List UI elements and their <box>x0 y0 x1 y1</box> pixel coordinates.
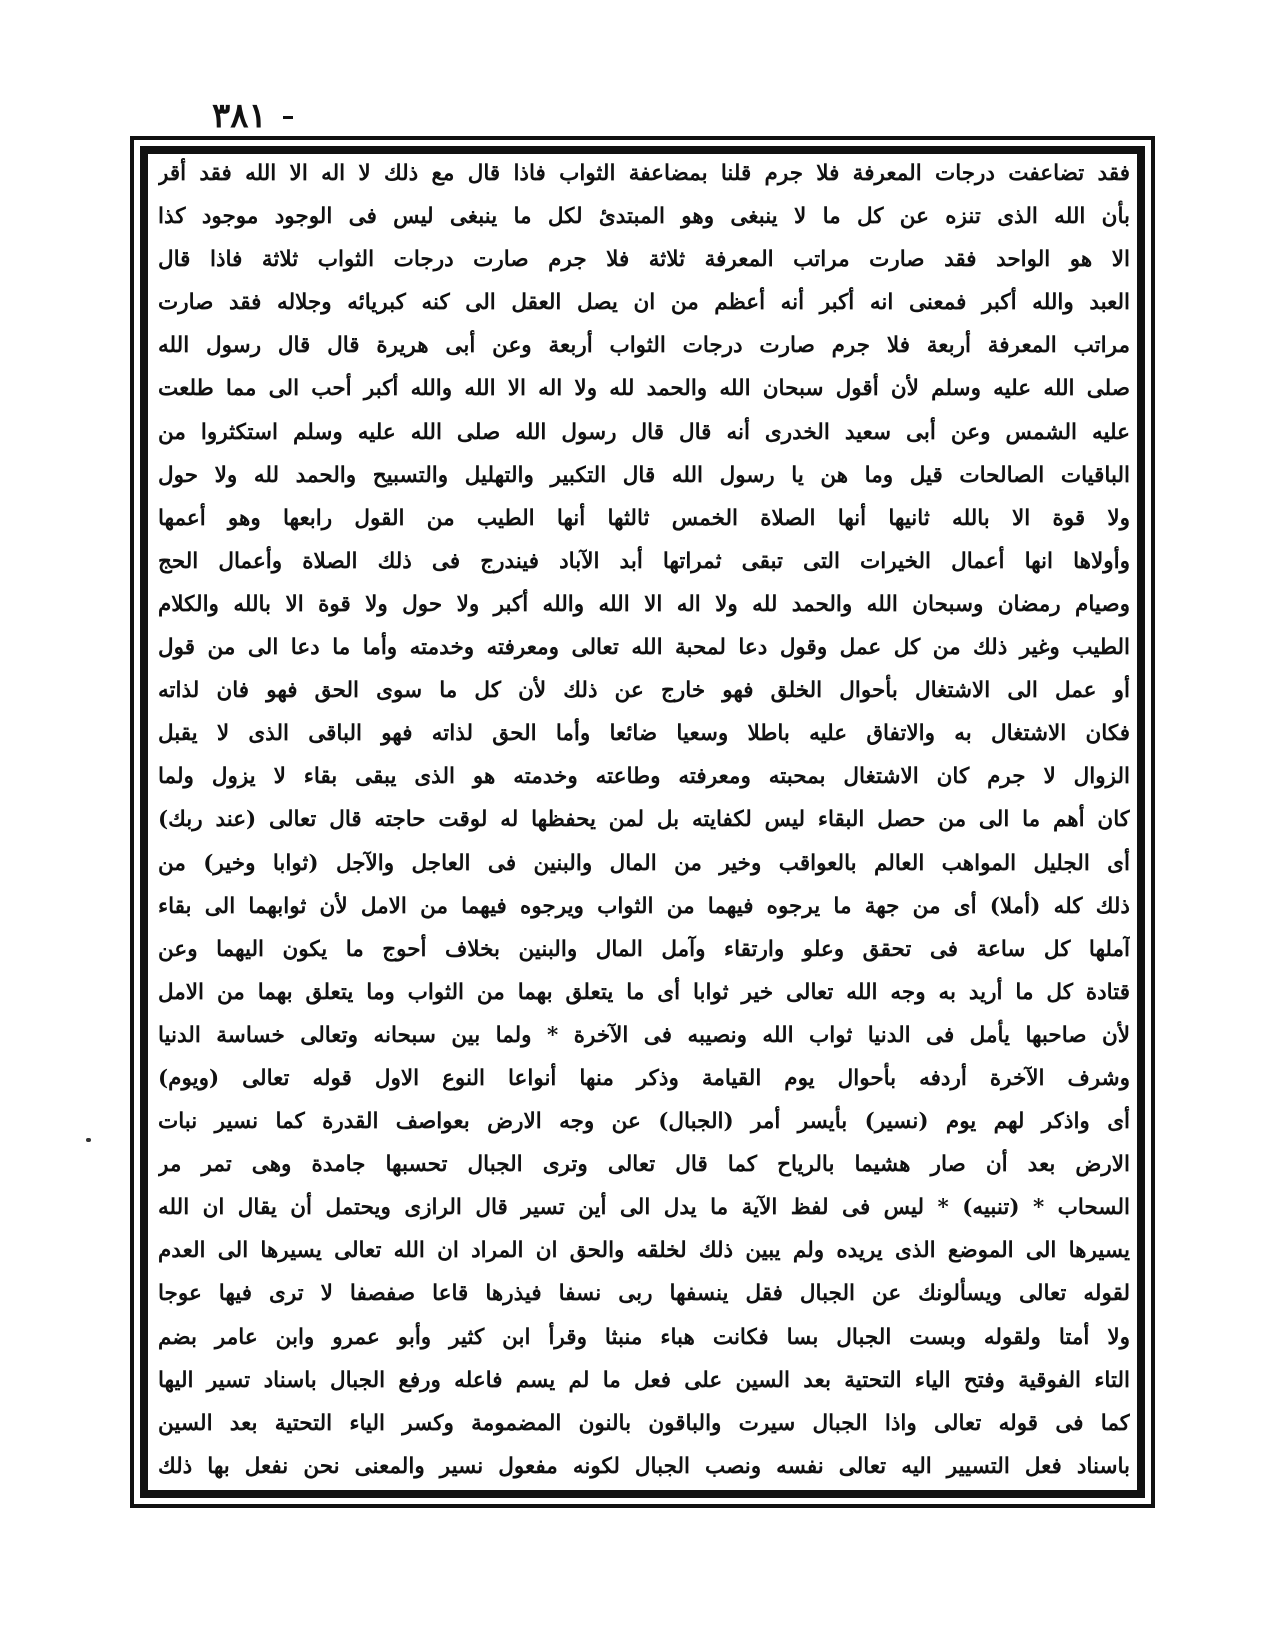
text-line: فقد تضاعفت درجات المعرفة فلا جرم قلنا بمضاعفة الثواب فاذا قال مع ذلك لا اله الا الله فقد أقر <box>158 161 1130 186</box>
text-line: التاء الفوقية وفتح الياء التحتية بعد السين على فعل ما لم يسم فاعله ورفع الجبال باسناد تسير اليها <box>158 1367 1130 1393</box>
text-line: العبد والله أكبر فمعنى انه أكبر أنه أعظم من ان يصل العقل الى كنه كبريائه وجلاله فقد صارت <box>158 290 1130 316</box>
text-line: أى واذكر لهم يوم (نسير) بأيسر أمر (الجبال) عن وجه الارض بعواصف القدرة كما نسير نبات <box>158 1109 1130 1135</box>
text-line: ذلك كله (أملا) أى من جهة ما يرجوه فيهما من الثواب ويرجوه فيهما من الامل لأن ثوابهما الى بقاء <box>158 893 1130 919</box>
text-line: صلى الله عليه وسلم لأن أقول سبحان الله والحمد لله ولا اله الا الله والله أكبر أحب الى مما طلعت <box>158 376 1130 402</box>
page-number: ٣٨١ <box>212 96 267 136</box>
text-line: وشرف الآخرة أردفه بأحوال يوم القيامة وذكر منها أنواعا النوع الاول قوله تعالى (ويوم) <box>158 1065 1130 1091</box>
margin-speck <box>86 1138 91 1142</box>
body-text <box>158 152 1130 1488</box>
page-number-dash <box>283 116 293 119</box>
text-line: فكان الاشتغال به والاتفاق عليه باطلا وسعيا ضائعا وأما الحق لذاته فهو الباقى الذى لا يقبل <box>158 721 1130 747</box>
text-line: كما فى قوله تعالى واذا الجبال سيرت والباقون بالنون المضمومة وكسر الياء التحتية بعد السين <box>158 1410 1130 1436</box>
text-line: وصيام رمضان وسبحان الله والحمد لله ولا اله الا الله والله أكبر ولا حول ولا قوة الا بالله والكلام <box>158 591 1130 617</box>
text-line: ولا قوة الا بالله ثانيها أنها الصلاة الخمس ثالثها أنها الطيب من القول رابعها وهو أعمها <box>158 505 1130 531</box>
text-line: ولا أمتا ولقوله وبست الجبال بسا فكانت هباء منبثا وقرأ ابن كثير وأبو عمرو وابن عامر بضم <box>158 1324 1130 1350</box>
text-line: الطيب وغير ذلك من كل عمل وقول دعا لمحبة الله تعالى ومعرفته وخدمته وأما ما دعا الى من قول <box>158 635 1130 661</box>
text-line: باسناد فعل التسيير اليه تعالى نفسه ونصب الجبال لكونه مفعول نسير والمعنى نحن نفعل بها ذلك <box>158 1453 1130 1479</box>
text-line: الارض بعد أن صار هشيما بالرياح كما قال تعالى وترى الجبال تحسبها جامدة وهى تمر مر <box>158 1152 1130 1178</box>
text-line: لأن صاحبها يأمل فى الدنيا ثواب الله ونصيبه فى الآخرة * ولما بين سبحانه وتعالى خساسة الدنيا <box>158 1022 1130 1048</box>
text-line: وأولاها انها أعمال الخيرات التى تبقى ثمراتها أبد الآباد فيندرج فى ذلك الصلاة وأعمال الحج <box>158 548 1130 574</box>
text-line: الا هو الواحد فقد صارت مراتب المعرفة ثلاثة فلا جرم صارت درجات الثواب ثلاثة فاذا قال <box>158 247 1130 273</box>
text-line: مراتب المعرفة أربعة فلا جرم صارت درجات الثواب أربعة وعن أبى هريرة قال قال رسول الله <box>158 333 1130 359</box>
text-line: آملها كل ساعة فى تحقق وعلو وارتقاء وآمل المال والبنين بخلاف أحوج ما يكون اليهما وعن <box>158 936 1130 962</box>
text-line: الباقيات الصالحات قيل وما هن يا رسول الله قال التكبير والتهليل والتسبيح والحمد لله ولا حول <box>158 462 1130 488</box>
text-line: يسيرها الى الموضع الذى يريده ولم يبين ذلك لخلقه والحق ان المراد ان الله تعالى يسيرها الى العدم <box>158 1238 1130 1264</box>
text-line: كان أهم ما الى من حصل البقاء ليس لكفايته بل لمن يحفظها له لوقت حاجته قال تعالى (عند ربك) <box>158 807 1130 833</box>
text-line: السحاب * (تنبيه) * ليس فى لفظ الآية ما يدل الى أين تسير قال الرازى ويحتمل أن يقال ان الله <box>158 1195 1130 1221</box>
text-line: أو عمل الى الاشتغال بأحوال الخلق فهو خارج عن ذلك لأن كل ما سوى الحق فهو فان لذاته <box>158 678 1130 704</box>
text-line: لقوله تعالى ويسألونك عن الجبال فقل ينسفها ربى نسفا فيذرها قاعا صفصفا لا ترى فيها عوجا <box>158 1281 1130 1307</box>
text-line: بأن الله الذى تنزه عن كل ما لا ينبغى وهو المبتدئ لكل ما ينبغى ليس فى الوجود موجود كذا <box>158 204 1130 230</box>
text-line: أى الجليل المواهب العالم بالعواقب وخير من المال والبنين فى العاجل والآجل (ثوابا وخير) من <box>158 850 1130 876</box>
text-line: عليه الشمس وعن أبى سعيد الخدرى أنه قال قال رسول الله صلى الله عليه وسلم استكثروا من <box>158 419 1130 445</box>
text-line: قتادة كل ما أريد به وجه الله تعالى خير ثوابا أى ما يتعلق بهما من الثواب وما يتعلق بهما من الامل <box>158 979 1130 1005</box>
text-line: الزوال لا جرم كان الاشتغال بمحبته ومعرفته وطاعته وخدمته هو الذى يبقى بقاء لا يزول ولما <box>158 764 1130 790</box>
